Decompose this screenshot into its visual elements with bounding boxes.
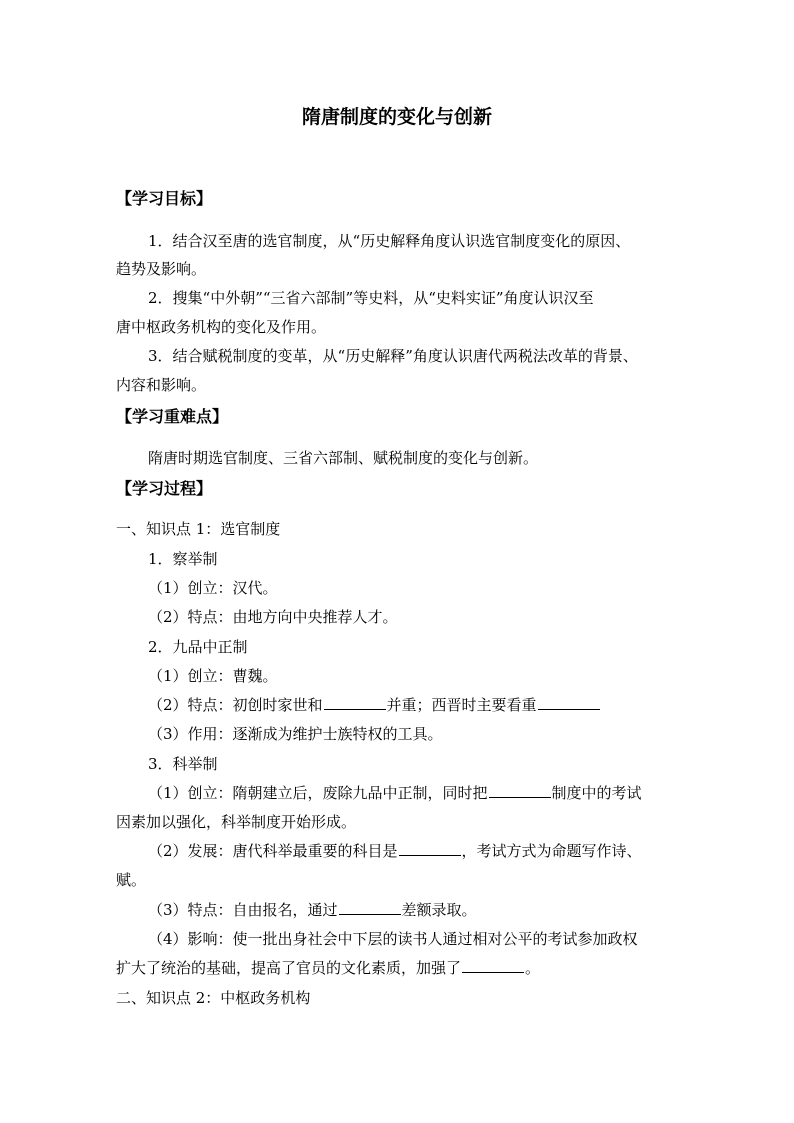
keju-founded-line-2: 因素加以强化，科举制度开始形成。 xyxy=(116,813,357,831)
fill-blank-5[interactable] xyxy=(339,899,401,915)
keju-impact-text-a: 扩大了统治的基础，提高了官员的文化素质，加强了 xyxy=(116,959,462,977)
keju-feature-text-b: 差额录取。 xyxy=(401,901,477,919)
goal-item-2-line-2: 唐中枢政务机构的变化及作用。 xyxy=(116,318,327,336)
keju-impact-line-2 xyxy=(116,957,540,979)
goal-item-1-line-1: 1．结合汉至唐的选官制度，从“历史解释角度认识选官制度变化的原因、 xyxy=(148,232,631,250)
key-points-text: 隋唐时期选官制度、三省六部制、赋税制度的变化与创新。 xyxy=(148,449,539,467)
jiupin-founded: （1）创立：曹魏。 xyxy=(148,667,278,685)
document-title: 隋唐制度的变化与创新 xyxy=(301,106,492,128)
goal-item-3-line-2: 内容和影响。 xyxy=(116,376,207,394)
jiupin-effect: （3）作用：逐渐成为维护士族特权的工具。 xyxy=(148,725,443,743)
process-heading: 【学习过程】 xyxy=(116,479,213,498)
chaju-feature: （2）特点：由地方向中央推荐人才。 xyxy=(148,608,398,626)
jiupin-title: 2．九品中正制 xyxy=(148,638,248,656)
keju-feature xyxy=(148,899,477,921)
jiupin-feature-text-a: （2）特点：初创时家世和 xyxy=(148,696,323,714)
key-points-heading: 【学习重难点】 xyxy=(116,407,229,426)
fill-blank-1[interactable] xyxy=(324,694,386,710)
fill-blank-2[interactable] xyxy=(538,694,600,710)
chaju-title: 1．察举制 xyxy=(148,550,218,568)
keju-founded xyxy=(148,782,642,804)
keju-title: 3．科举制 xyxy=(148,755,218,773)
keju-develop xyxy=(148,840,642,862)
keju-feature-text-a: （3）特点：自由报名，通过 xyxy=(148,901,338,919)
part-1-title: 一、知识点 1：选官制度 xyxy=(116,520,281,538)
keju-develop-text-a: （2）发展：唐代科举最重要的科目是 xyxy=(148,842,398,860)
chaju-founded: （1）创立：汉代。 xyxy=(148,579,278,597)
keju-founded-text-a: （1）创立：隋朝建立后，废除九品中正制，同时把 xyxy=(148,784,488,802)
keju-impact-text-b: 。 xyxy=(525,959,541,977)
goals-heading: 【学习目标】 xyxy=(116,189,213,208)
fill-blank-4[interactable] xyxy=(399,840,461,856)
fill-blank-3[interactable] xyxy=(489,782,551,798)
jiupin-feature xyxy=(148,694,601,716)
goal-item-3-line-1: 3．结合赋税制度的变革，从“历史解释”角度认识唐代两税法改革的背景、 xyxy=(148,347,638,365)
part-2-title: 二、知识点 2：中枢政务机构 xyxy=(116,989,311,1007)
goal-item-2-line-1: 2．搜集“中外朝”“三省六部制”等史料，从“史料实证”角度认识汉至 xyxy=(148,289,594,307)
keju-develop-text-b: ，考试方式为命题写作诗、 xyxy=(461,842,642,860)
keju-founded-text-b: 制度中的考试 xyxy=(551,784,642,802)
fill-blank-6[interactable] xyxy=(462,957,524,973)
jiupin-feature-text-b: 并重；西晋时主要看重 xyxy=(386,696,537,714)
keju-impact-line-1: （4）影响：使一批出身社会中下层的读书人通过相对公平的考试参加政权 xyxy=(148,930,638,948)
keju-develop-line-2: 赋。 xyxy=(116,871,147,889)
goal-item-1-line-2: 趋势及影响。 xyxy=(116,260,207,278)
